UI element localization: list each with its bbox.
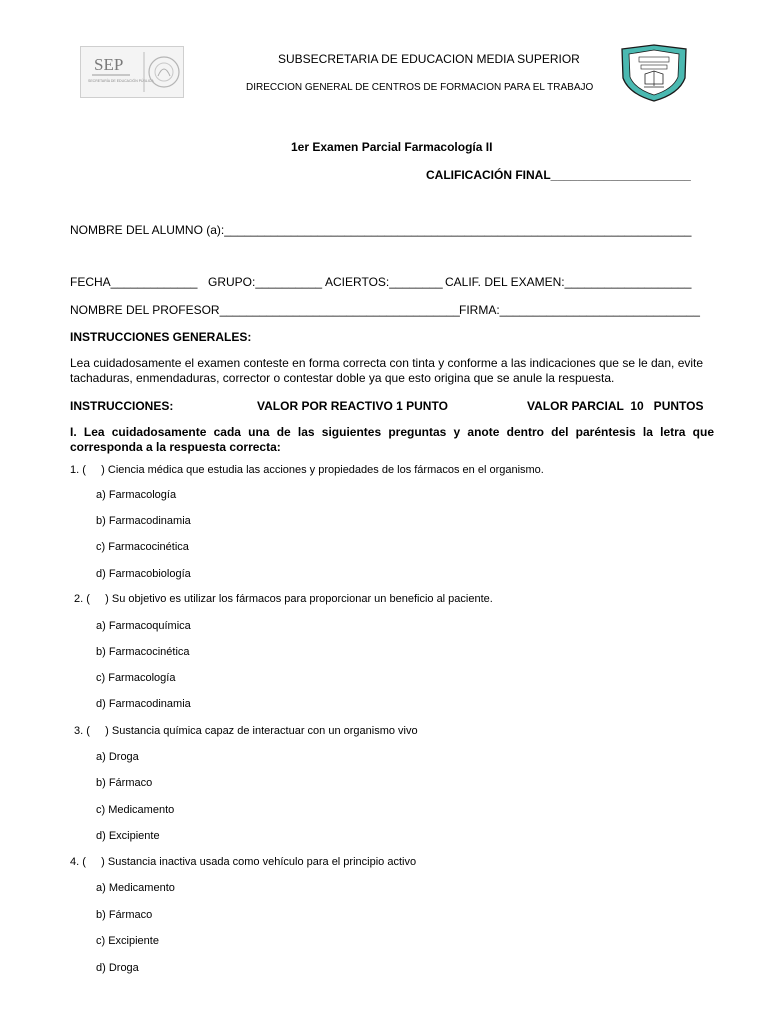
correct-answers-field: ACIERTOS:________ [325,275,443,289]
value-per-item: VALOR POR REACTIVO 1 PUNTO [257,399,448,413]
teacher-name-field: NOMBRE DEL PROFESOR____________________________________ [70,303,460,317]
signature-field: FIRMA:______________________________ [459,303,700,317]
question-4-option-c: c) Excipiente [96,935,159,947]
question-1-option-b: b) Farmacodinamia [96,515,191,527]
question-1: 1. ( ) Ciencia médica que estudia las acciones y propiedades de los fármacos en el organismo. [70,464,544,476]
general-instructions-text: Lea cuidadosamente el examen conteste en forma correcta con tinta y conforme a las indicaciones que se le dan, evite tachaduras, enmendaduras, corrector o contestar doble ya que esto origina que se anule la respuesta. [70,356,704,385]
question-2-option-d: d) Farmacodinamia [96,698,191,710]
date-field: FECHA_____________ [70,275,198,289]
question-3-option-c: c) Medicamento [96,804,175,816]
section-i-instructions: I. Lea cuidadosamente cada una de las siguientes preguntas y anote dentro del paréntesis la letra que corresponda a la respuesta correcta: [70,425,714,454]
sep-logo-text: SEP [94,55,124,74]
final-grade-field: CALIFICACIÓN FINAL_____________________ [426,168,691,182]
sep-logo-subtext: SECRETARÍA DE EDUCACIÓN PÚBLICA [88,79,154,83]
sep-logo [80,46,184,98]
instructions-label: INSTRUCCIONES: [70,399,174,413]
exam-title: 1er Examen Parcial Farmacología II [291,140,493,154]
question-3-option-d: d) Excipiente [96,830,160,842]
question-2: 2. ( ) Su objetivo es utilizar los fármacos para proporcionar un beneficio al paciente. [74,593,493,605]
question-1-option-d: d) Farmacobiología [96,568,191,580]
exam-grade-field: CALIF. DEL EXAMEN:___________________ [445,275,692,289]
question-2-option-c: c) Farmacología [96,672,176,684]
question-1-option-a: a) Farmacología [96,489,177,501]
question-4: 4. ( ) Sustancia inactiva usada como vehículo para el principio activo [70,856,417,868]
partial-value: VALOR PARCIAL 10 PUNTOS [527,399,704,413]
group-field: GRUPO:__________ [208,275,323,289]
question-3: 3. ( ) Sustancia química capaz de interactuar con un organismo vivo [74,725,418,737]
student-name-field: NOMBRE DEL ALUMNO (a):______________________________________________________________________ [70,223,692,237]
question-1-option-c: c) Farmacocinética [96,541,189,553]
header-line-2: DIRECCION GENERAL DE CENTROS DE FORMACION PARA EL TRABAJO [246,82,594,93]
question-4-option-b: b) Fármaco [96,909,153,921]
question-3-option-b: b) Fármaco [96,777,153,789]
question-3-option-a: a) Droga [96,751,139,763]
question-4-option-a: a) Medicamento [96,882,175,894]
question-2-option-b: b) Farmacocinética [96,646,190,658]
school-shield-logo [619,44,689,102]
header-line-1: SUBSECRETARIA DE EDUCACION MEDIA SUPERIOR [278,52,580,66]
question-4-option-d: d) Droga [96,962,139,974]
question-2-option-a: a) Farmacoquímica [96,620,191,632]
general-instructions-heading: INSTRUCCIONES GENERALES: [70,330,252,344]
